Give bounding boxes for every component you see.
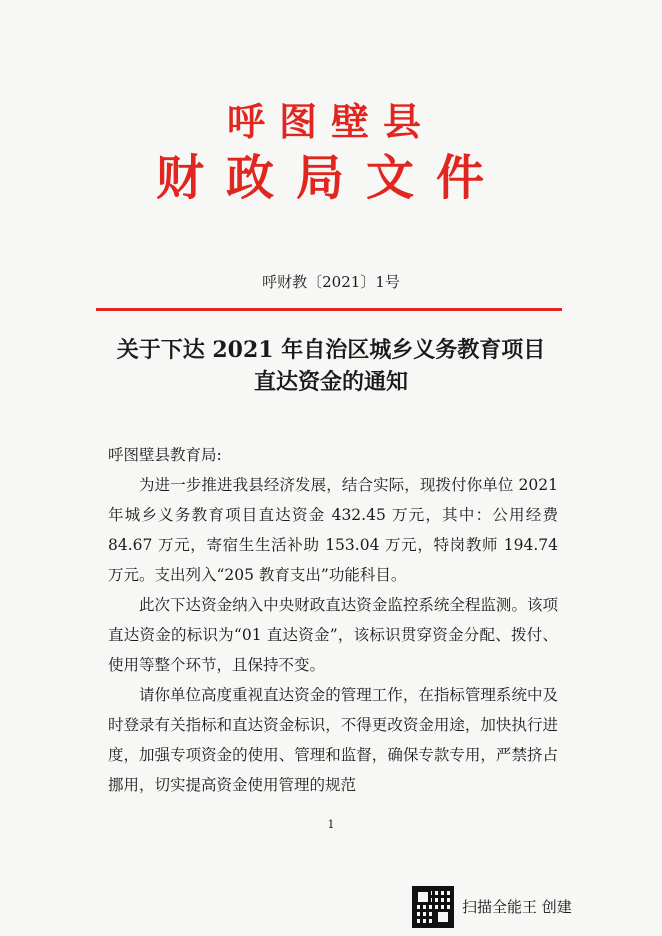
- body-paragraph-3: 请你单位高度重视直达资金的管理工作，在指标管理系统中及时登录有关指标和直达资金标识，不得更改资金用途，加快执行进度，加强专项资金的使用、管理和监督，确保专款专用，严禁挤占挪用，切实提高资金使用管理的规范: [108, 686, 558, 794]
- body-paragraph-2: 此次下达资金纳入中央财政直达资金监控系统全程监测。该项直达资金的标识为“01 直达资金”，该标识贯穿资金分配、拨付、使用等整个环节，且保持不变。: [108, 596, 558, 674]
- issuer-name: 呼图壁县: [226, 99, 435, 144]
- page-number: 1: [327, 818, 335, 831]
- body-paragraph-1: 为进一步推进我县经济发展，结合实际，现拨付你单位 2021 年城乡义务教育项目直达资金 432.45 万元，其中：公用经费 84.67 万元，寄宿生生活补助 153.04 万元，特岗教师 194.74 万元。支出列入“205 教育支出”功能科目。: [108, 476, 558, 584]
- red-divider: [96, 308, 562, 311]
- document-title: [0, 334, 662, 398]
- document-number: 呼财教〔2021〕1号: [262, 273, 400, 291]
- title-line-2: 直达资金的通知: [253, 369, 408, 395]
- title-line-1: 关于下达 2021 年自治区城乡义务教育项目: [116, 337, 546, 363]
- document-body: [108, 440, 558, 800]
- qr-code-icon: [412, 886, 454, 928]
- document-type-heading: 财政局文件: [155, 150, 506, 206]
- scanner-watermark: 扫描全能王 创建: [462, 898, 572, 916]
- salutation: 呼图壁县教育局:: [108, 446, 222, 464]
